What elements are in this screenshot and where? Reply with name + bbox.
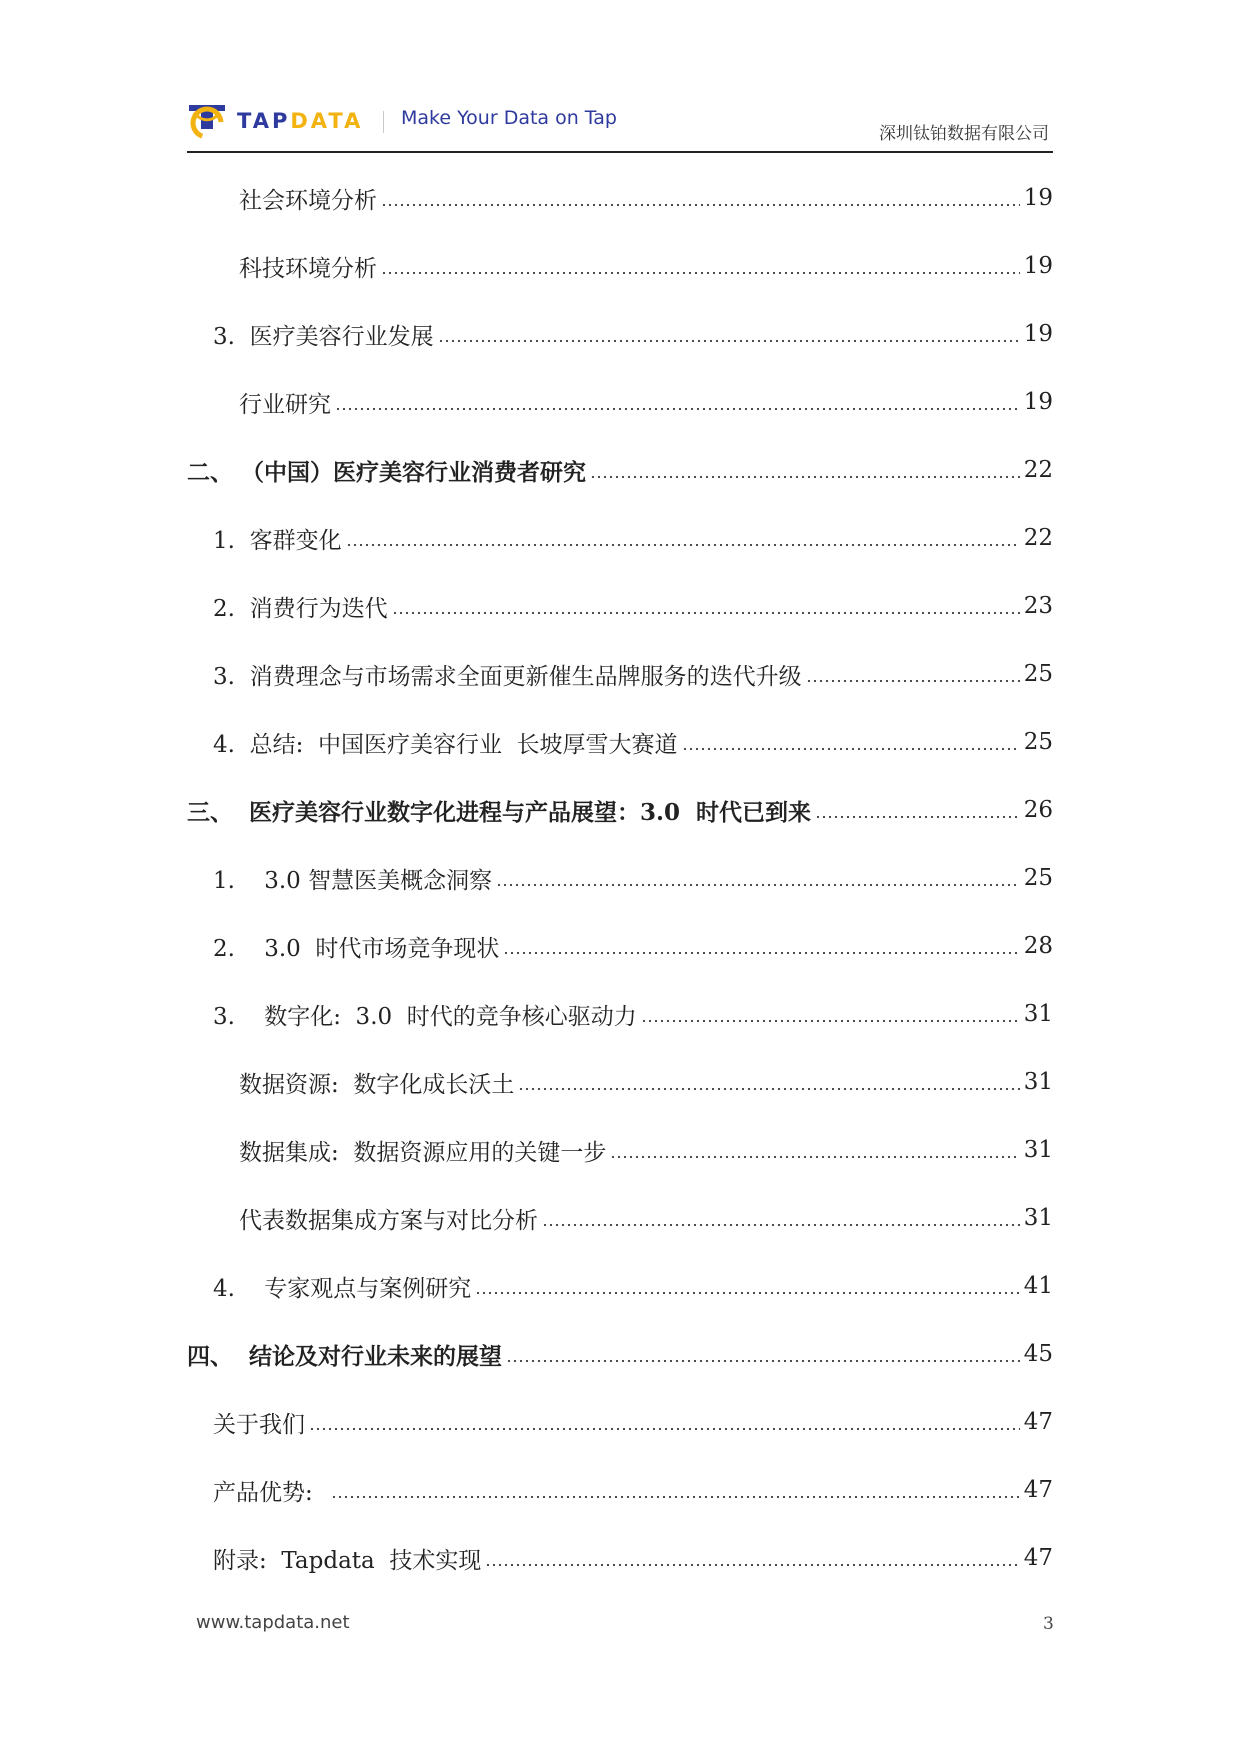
toc-entry[interactable] bbox=[187, 1184, 1053, 1252]
toc-dot-leader bbox=[518, 1080, 1019, 1092]
toc-entry[interactable] bbox=[187, 708, 1053, 776]
toc-entry-page: 25 bbox=[1023, 661, 1053, 687]
toc-entry-page: 28 bbox=[1023, 933, 1053, 959]
toc-entry[interactable] bbox=[187, 1252, 1053, 1320]
page-header bbox=[187, 95, 1053, 153]
toc-entry[interactable] bbox=[187, 844, 1053, 912]
toc-entry-title: 关于我们 bbox=[213, 1411, 305, 1438]
header-divider bbox=[383, 111, 384, 133]
toc-entry-title: 二、 （中国）医疗美容行业消费者研究 bbox=[187, 458, 587, 486]
toc-entry-page: 47 bbox=[1023, 1545, 1053, 1571]
table-of-contents bbox=[187, 164, 1053, 1592]
toc-entry-page: 23 bbox=[1023, 593, 1053, 619]
toc-entry-title: 社会环境分析 bbox=[239, 187, 377, 214]
toc-entry-page: 47 bbox=[1023, 1477, 1053, 1503]
toc-dot-leader bbox=[815, 808, 1020, 820]
toc-dot-leader bbox=[496, 876, 1020, 888]
toc-entry-page: 25 bbox=[1023, 865, 1053, 891]
toc-entry[interactable] bbox=[187, 640, 1053, 708]
toc-entry-title: 代表数据集成方案与对比分析 bbox=[239, 1207, 538, 1234]
toc-entry[interactable] bbox=[187, 368, 1053, 436]
footer-url[interactable]: www.tapdata.net bbox=[196, 1612, 350, 1633]
toc-entry[interactable] bbox=[187, 1388, 1053, 1456]
logo-text-data: DATA bbox=[290, 109, 364, 133]
toc-entry-title: 数据资源: 数字化成长沃土 bbox=[239, 1071, 515, 1098]
company-name: 深圳钛铂数据有限公司 bbox=[879, 124, 1049, 144]
toc-entry-title: 数据集成: 数据资源应用的关键一步 bbox=[239, 1139, 607, 1166]
toc-entry-page: 25 bbox=[1023, 729, 1053, 755]
toc-entry-title: 3. 消费理念与市场需求全面更新催生品牌服务的迭代升级 bbox=[213, 663, 802, 690]
toc-entry-page: 31 bbox=[1023, 1137, 1053, 1163]
toc-entry-page: 26 bbox=[1023, 797, 1053, 823]
toc-entry[interactable] bbox=[187, 1048, 1053, 1116]
toc-dot-leader bbox=[503, 944, 1019, 956]
toc-dot-leader bbox=[346, 536, 1020, 548]
toc-entry-page: 22 bbox=[1023, 457, 1053, 483]
toc-entry-page: 31 bbox=[1023, 1001, 1053, 1027]
toc-entry-title: 1. 客群变化 bbox=[213, 527, 342, 554]
toc-dot-leader bbox=[438, 332, 1020, 344]
toc-entry-page: 31 bbox=[1023, 1205, 1053, 1231]
toc-entry[interactable] bbox=[187, 436, 1053, 504]
toc-dot-leader bbox=[506, 1352, 1020, 1364]
toc-entry[interactable] bbox=[187, 1320, 1053, 1388]
tapdata-logo-icon bbox=[187, 101, 227, 141]
toc-entry-title: 2. 消费行为迭代 bbox=[213, 595, 388, 622]
toc-entry-title: 四、 结论及对行业未来的展望 bbox=[187, 1342, 503, 1370]
toc-entry[interactable] bbox=[187, 164, 1053, 232]
toc-entry-page: 19 bbox=[1023, 321, 1053, 347]
toc-entry-title: 4. 总结: 中国医疗美容行业 长坡厚雪大赛道 bbox=[213, 731, 678, 758]
logo-wordmark bbox=[237, 109, 363, 133]
toc-entry-title: 2. 3.0 时代市场竞争现状 bbox=[213, 935, 500, 962]
toc-entry-title: 附录: Tapdata 技术实现 bbox=[213, 1547, 482, 1574]
toc-dot-leader bbox=[381, 264, 1020, 276]
toc-entry[interactable] bbox=[187, 1456, 1053, 1524]
toc-entry-title: 行业研究 bbox=[239, 391, 331, 418]
toc-entry-title: 3. 数字化: 3.0 时代的竞争核心驱动力 bbox=[213, 1003, 637, 1030]
toc-dot-leader bbox=[475, 1284, 1020, 1296]
page-number: 3 bbox=[1043, 1614, 1054, 1634]
toc-entry[interactable] bbox=[187, 300, 1053, 368]
toc-dot-leader bbox=[392, 604, 1020, 616]
toc-entry-page: 31 bbox=[1023, 1069, 1053, 1095]
toc-entry-title: 1. 3.0 智慧医美概念洞察 bbox=[213, 867, 493, 894]
toc-entry-page: 45 bbox=[1023, 1341, 1053, 1367]
toc-entry[interactable] bbox=[187, 504, 1053, 572]
toc-entry-title: 产品优势: bbox=[213, 1479, 328, 1506]
toc-entry-page: 47 bbox=[1023, 1409, 1053, 1435]
toc-dot-leader bbox=[335, 400, 1020, 412]
toc-entry[interactable] bbox=[187, 1524, 1053, 1592]
toc-dot-leader bbox=[590, 468, 1020, 480]
toc-entry[interactable] bbox=[187, 980, 1053, 1048]
toc-entry-title: 4. 专家观点与案例研究 bbox=[213, 1275, 472, 1302]
toc-entry-page: 41 bbox=[1023, 1273, 1053, 1299]
toc-entry-page: 19 bbox=[1023, 389, 1053, 415]
toc-entry[interactable] bbox=[187, 1116, 1053, 1184]
toc-dot-leader bbox=[610, 1148, 1019, 1160]
toc-entry-page: 19 bbox=[1023, 253, 1053, 279]
toc-dot-leader bbox=[542, 1216, 1020, 1228]
toc-entry[interactable] bbox=[187, 232, 1053, 300]
tagline: Make Your Data on Tap bbox=[401, 107, 617, 129]
toc-entry[interactable] bbox=[187, 912, 1053, 980]
toc-dot-leader bbox=[682, 740, 1020, 752]
toc-entry-page: 19 bbox=[1023, 185, 1053, 211]
toc-dot-leader bbox=[309, 1420, 1020, 1432]
logo-text-tap: TAP bbox=[237, 109, 291, 133]
toc-dot-leader bbox=[806, 672, 1020, 684]
toc-entry-title: 3. 医疗美容行业发展 bbox=[213, 323, 434, 350]
toc-entry-page: 22 bbox=[1023, 525, 1053, 551]
toc-entry-title: 三、 医疗美容行业数字化进程与产品展望：3.0 时代已到来 bbox=[187, 798, 812, 826]
toc-dot-leader bbox=[331, 1488, 1019, 1500]
toc-entry[interactable] bbox=[187, 776, 1053, 844]
toc-dot-leader bbox=[485, 1556, 1019, 1568]
toc-dot-leader bbox=[641, 1012, 1020, 1024]
toc-entry-title: 科技环境分析 bbox=[239, 255, 377, 282]
toc-entry[interactable] bbox=[187, 572, 1053, 640]
toc-dot-leader bbox=[381, 196, 1020, 208]
